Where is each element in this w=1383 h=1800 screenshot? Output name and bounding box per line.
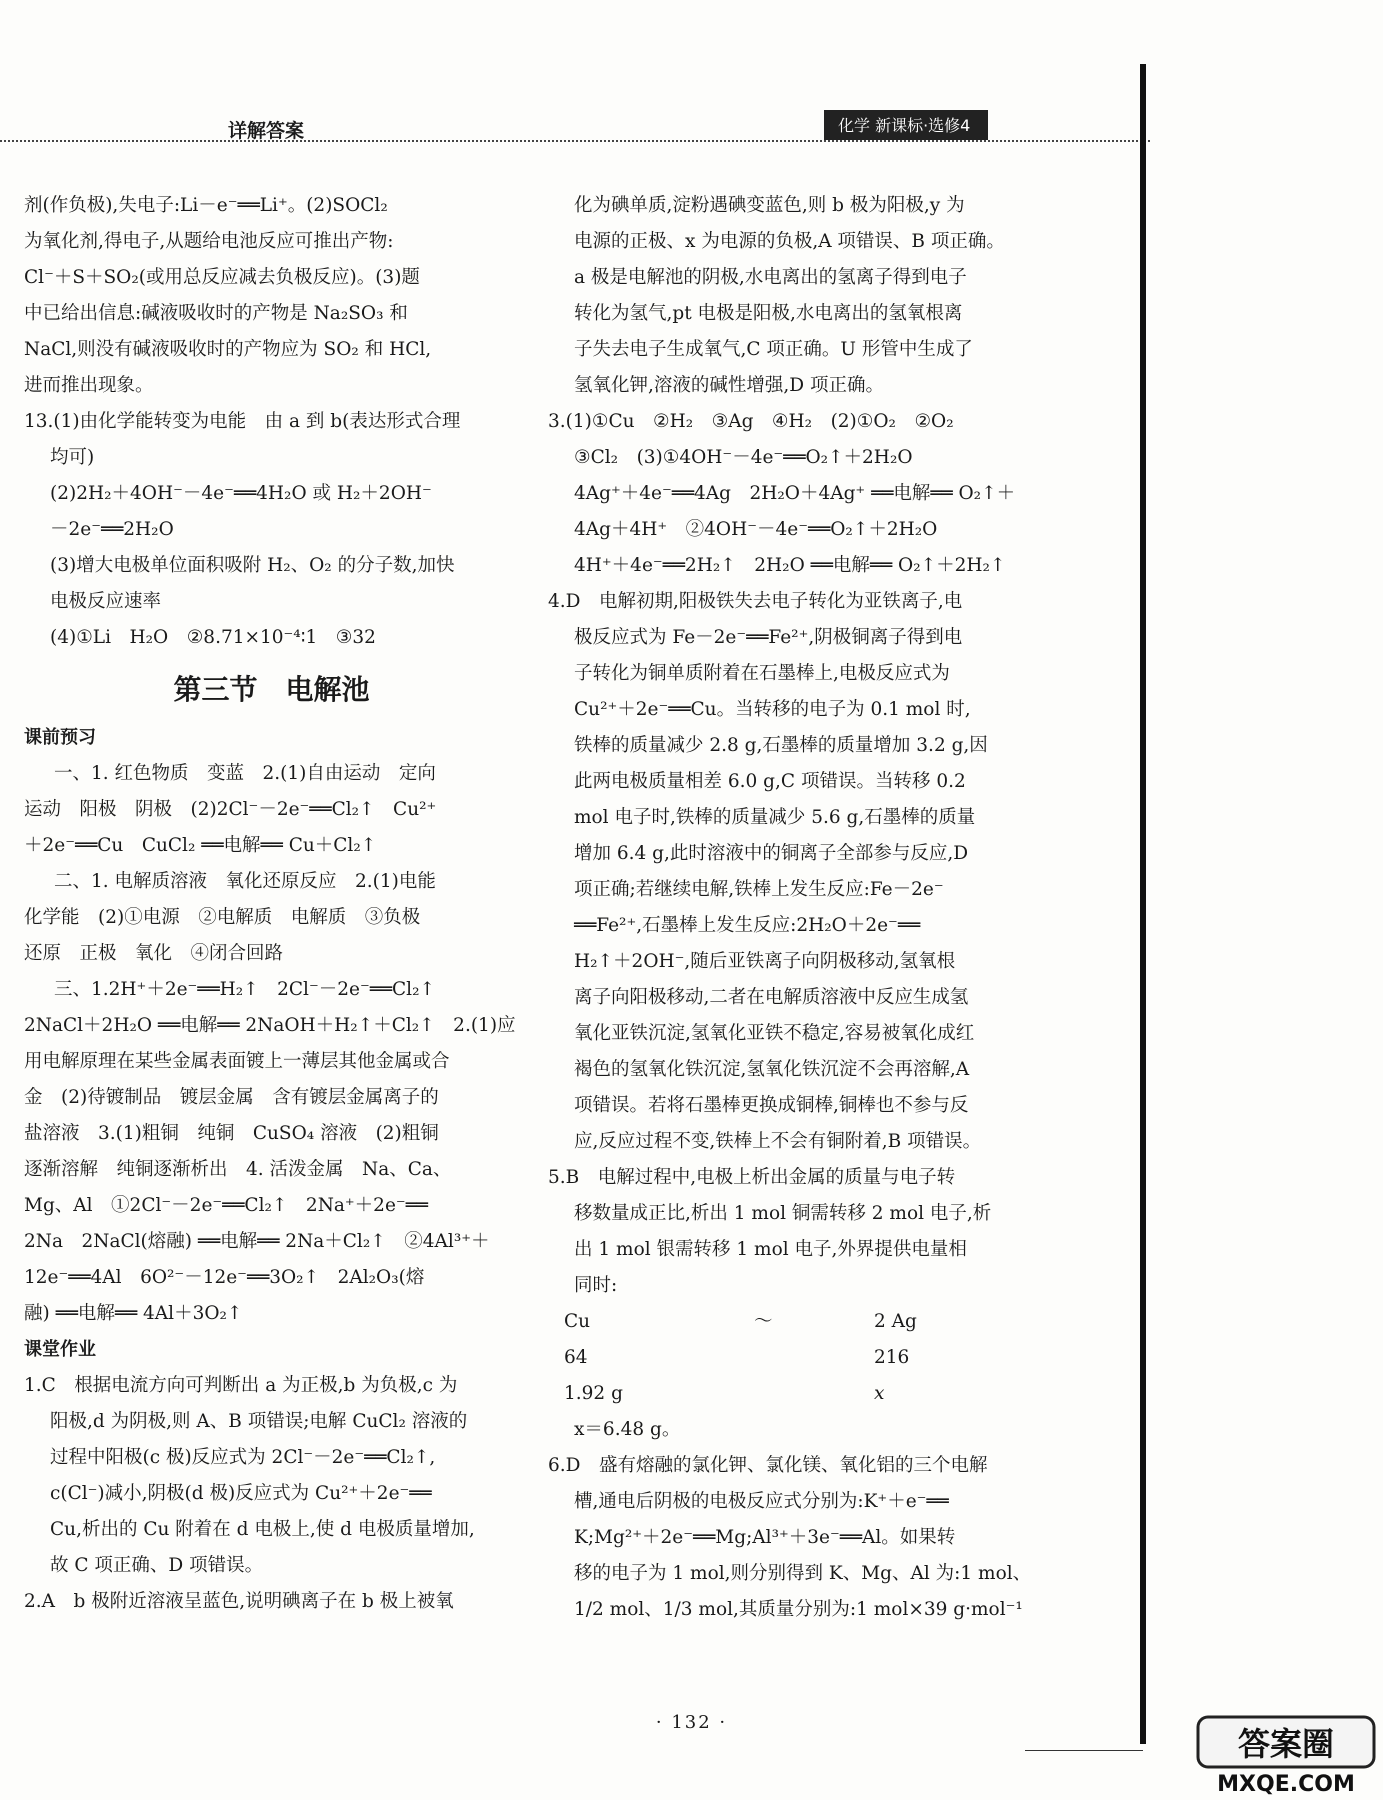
- text-line: NaCl,则没有碱液吸收时的产物应为 SO₂ 和 HCl,: [24, 339, 432, 360]
- text-line: c(Cl⁻)减小,阴极(d 极)反应式为 Cu²⁺＋2e⁻══: [50, 1483, 432, 1504]
- footer-rule: [1025, 1750, 1143, 1751]
- text-line: (4)①Li H₂O ②8.71×10⁻⁴∶1 ③32: [50, 627, 376, 648]
- text-line: 6.D 盛有熔融的氯化钾、氯化镁、氧化铝的三个电解: [548, 1455, 988, 1476]
- text-line: 项正确;若继续电解,铁棒上发生反应:Fe－2e⁻: [574, 879, 944, 900]
- text-line: 融) ══电解══ 4Al＋3O₂↑: [24, 1303, 243, 1324]
- text-line: 项错误。若将石墨棒更换成铜棒,铜棒也不参与反: [574, 1095, 969, 1116]
- text-line: (3)增大电极单位面积吸附 H₂、O₂ 的分子数,加快: [50, 555, 455, 576]
- text-line: 1.C 根据电流方向可判断出 a 为正极,b 为负极,c 为: [24, 1375, 458, 1396]
- calc-cell: 64: [564, 1347, 588, 1368]
- left-column: [24, 188, 519, 1620]
- text-line: 电源的正极、x 为电源的负极,A 项错误、B 项正确。: [574, 231, 1005, 252]
- text-line: 子失去电子生成氧气,C 项正确。U 形管中生成了: [574, 339, 973, 360]
- watermark-logo: [1196, 1715, 1376, 1795]
- text-line: 三、1.2H⁺＋2e⁻══H₂↑ 2Cl⁻－2e⁻══Cl₂↑: [54, 979, 435, 1000]
- text-line: Cu,析出的 Cu 附着在 d 电极上,使 d 电极质量增加,: [50, 1519, 475, 1540]
- calc-cell: 1.92 g: [564, 1383, 623, 1404]
- calc-cell: [754, 1340, 874, 1376]
- text-line: 均可): [50, 447, 95, 468]
- text-line: 还原 正极 氧化 ④闭合回路: [24, 943, 284, 964]
- text-line: 逐渐溶解 纯铜逐渐析出 4. 活泼金属 Na、Ca、: [24, 1159, 452, 1180]
- text-line: 移数量成正比,析出 1 mol 铜需转移 2 mol 电子,析: [574, 1203, 992, 1224]
- calc-cell: x: [874, 1383, 885, 1404]
- watermark-url: MXQE.COM: [1217, 1772, 1355, 1795]
- text-line: 1/2 mol、1/3 mol,其质量分别为:1 mol×39 g·mol⁻¹: [574, 1599, 1023, 1620]
- header-right-badge: 化学 新课标·选修4: [824, 110, 988, 140]
- text-line: 4Ag⁺＋4e⁻══4Ag 2H₂O＋4Ag⁺ ══电解══ O₂↑＋: [574, 483, 1016, 504]
- text-line: 电极反应速率: [50, 591, 162, 612]
- text-line: 二、1. 电解质溶液 氧化还原反应 2.(1)电能: [54, 871, 436, 892]
- text-line: 槽,通电后阴极的电极反应式分别为:K⁺＋e⁻══: [574, 1491, 949, 1512]
- text-line: 移的电子为 1 mol,则分别得到 K、Mg、Al 为:1 mol、: [574, 1563, 1032, 1584]
- text-line: 进而推出现象。: [24, 375, 154, 396]
- text-line: 增加 6.4 g,此时溶液中的铜离子全部参与反应,D: [574, 843, 969, 864]
- text-line: Cu²⁺＋2e⁻══Cu。当转移的电子为 0.1 mol 时,: [574, 699, 971, 720]
- calc-cell: 2 Ag: [874, 1311, 917, 1332]
- text-line: 2NaCl＋2H₂O ══电解══ 2NaOH＋H₂↑＋Cl₂↑ 2.(1)应: [24, 1015, 516, 1036]
- text-line: 用电解原理在某些金属表面镀上一薄层其他金属或合: [24, 1051, 450, 1072]
- calc-cell: Cu: [564, 1311, 591, 1332]
- calc-cell: ～: [754, 1311, 773, 1332]
- text-line: 金 (2)待镀制品 镀层金属 含有镀层金属离子的: [24, 1087, 439, 1108]
- text-line: ＋2e⁻══Cu CuCl₂ ══电解══ Cu＋Cl₂↑: [24, 835, 377, 856]
- calc-table: [548, 1304, 1053, 1412]
- text-line: 褐色的氢氧化铁沉淀,氢氧化铁沉淀不会再溶解,A: [574, 1059, 970, 1080]
- text-line: 同时:: [574, 1275, 618, 1296]
- text-line: 出 1 mol 银需转移 1 mol 电子,外界提供电量相: [574, 1239, 967, 1260]
- text-line: mol 电子时,铁棒的质量减少 5.6 g,石墨棒的质量: [574, 807, 976, 828]
- right-column: [548, 188, 1053, 1628]
- text-line: 中已给出信息:碱液吸收时的产物是 Na₂SO₃ 和: [24, 303, 408, 324]
- text-line: 为氧化剂,得电子,从题给电池反应可推出产物:: [24, 231, 394, 252]
- side-bar: [1140, 64, 1146, 1744]
- text-line: 剂(作负极),失电子:Li－e⁻══Li⁺。(2)SOCl₂: [24, 195, 388, 216]
- text-line: 应,反应过程不变,铁棒上不会有铜附着,B 项错误。: [574, 1131, 982, 1152]
- calc-cell: [754, 1376, 874, 1412]
- text-line: K;Mg²⁺＋2e⁻══Mg;Al³⁺＋3e⁻══Al。如果转: [574, 1527, 956, 1548]
- text-line: ③Cl₂ (3)①4OH⁻－4e⁻══O₂↑＋2H₂O: [574, 447, 913, 468]
- watermark-text: 答案圈: [1237, 1725, 1335, 1763]
- text-line: 极反应式为 Fe－2e⁻══Fe²⁺,阴极铜离子得到电: [574, 627, 963, 648]
- text-line: 一、1. 红色物质 变蓝 2.(1)自由运动 定向: [54, 763, 436, 784]
- text-line: 盐溶液 3.(1)粗铜 纯铜 CuSO₄ 溶液 (2)粗铜: [24, 1123, 439, 1144]
- header-divider: [0, 140, 1150, 142]
- text-line: 化为碘单质,淀粉遇碘变蓝色,则 b 极为阳极,y 为: [574, 195, 965, 216]
- header-left-title: 详解答案: [228, 120, 305, 142]
- text-line: 子转化为铜单质附着在石墨棒上,电极反应式为: [574, 663, 950, 684]
- calc-cell: 216: [874, 1347, 910, 1368]
- text-line: a 极是电解池的阴极,水电离出的氢离子得到电子: [574, 267, 967, 288]
- text-line: 12e⁻══4Al 6O²⁻－12e⁻══3O₂↑ 2Al₂O₃(熔: [24, 1267, 425, 1288]
- text-line: 运动 阳极 阴极 (2)2Cl⁻－2e⁻══Cl₂↑ Cu²⁺: [24, 799, 437, 820]
- page-number: · 132 ·: [655, 1712, 728, 1733]
- text-line: 铁棒的质量减少 2.8 g,石墨棒的质量增加 3.2 g,因: [574, 735, 988, 756]
- text-line: 2.A b 极附近溶液呈蓝色,说明碘离子在 b 极上被氧: [24, 1591, 454, 1612]
- text-line: 离子向阳极移动,二者在电解质溶液中反应生成氢: [574, 987, 969, 1008]
- text-line: 2Na 2NaCl(熔融) ══电解══ 2Na＋Cl₂↑ ②4Al³⁺＋: [24, 1231, 490, 1252]
- calc-result: x＝6.48 g。: [574, 1419, 681, 1440]
- text-line: 13.(1)由化学能转变为电能 由 a 到 b(表达形式合理: [24, 411, 461, 432]
- text-line: 过程中阳极(c 极)反应式为 2Cl⁻－2e⁻══Cl₂↑,: [50, 1447, 436, 1468]
- text-line: Cl⁻＋S＋SO₂(或用总反应减去负极反应)。(3)题: [24, 267, 420, 288]
- text-line: 4H⁺＋4e⁻══2H₂↑ 2H₂O ══电解══ O₂↑＋2H₂↑: [574, 555, 1006, 576]
- text-line: 此两电极质量相差 6.0 g,C 项错误。当转移 0.2: [574, 771, 966, 792]
- text-line: 氢氧化钾,溶液的碱性增强,D 项正确。: [574, 375, 884, 396]
- text-line: 化学能 (2)①电源 ②电解质 电解质 ③负极: [24, 907, 421, 928]
- text-line: (2)2H₂＋4OH⁻－4e⁻══4H₂O 或 H₂＋2OH⁻: [50, 483, 432, 504]
- text-line: 阳极,d 为阴极,则 A、B 项错误;电解 CuCl₂ 溶液的: [50, 1411, 468, 1432]
- text-line: 氧化亚铁沉淀,氢氧化亚铁不稳定,容易被氧化成红: [574, 1023, 975, 1044]
- text-line: 5.B 电解过程中,电极上析出金属的质量与电子转: [548, 1167, 956, 1188]
- text-line: H₂↑＋2OH⁻,随后亚铁离子向阴极移动,氢氧根: [574, 951, 956, 972]
- text-line: Mg、Al ①2Cl⁻－2e⁻══Cl₂↑ 2Na⁺＋2e⁻══: [24, 1195, 428, 1216]
- text-line: 故 C 项正确、D 项错误。: [50, 1555, 264, 1576]
- text-line: ══Fe²⁺,石墨棒上发生反应:2H₂O＋2e⁻══: [574, 915, 921, 936]
- text-line: －2e⁻══2H₂O: [50, 519, 174, 540]
- text-line: 3.(1)①Cu ②H₂ ③Ag ④H₂ (2)①O₂ ②O₂: [548, 411, 954, 432]
- text-line: 4.D 电解初期,阳极铁失去电子转化为亚铁离子,电: [548, 591, 963, 612]
- text-line: 4Ag＋4H⁺ ②4OH⁻－4e⁻══O₂↑＋2H₂O: [574, 519, 938, 540]
- subsection-classwork: 课堂作业: [24, 1339, 96, 1360]
- text-line: 转化为氢气,pt 电极是阳极,水电离出的氢氧根离: [574, 303, 963, 324]
- subsection-preview: 课前预习: [24, 727, 96, 748]
- section-title: 第三节 电解池: [173, 673, 370, 706]
